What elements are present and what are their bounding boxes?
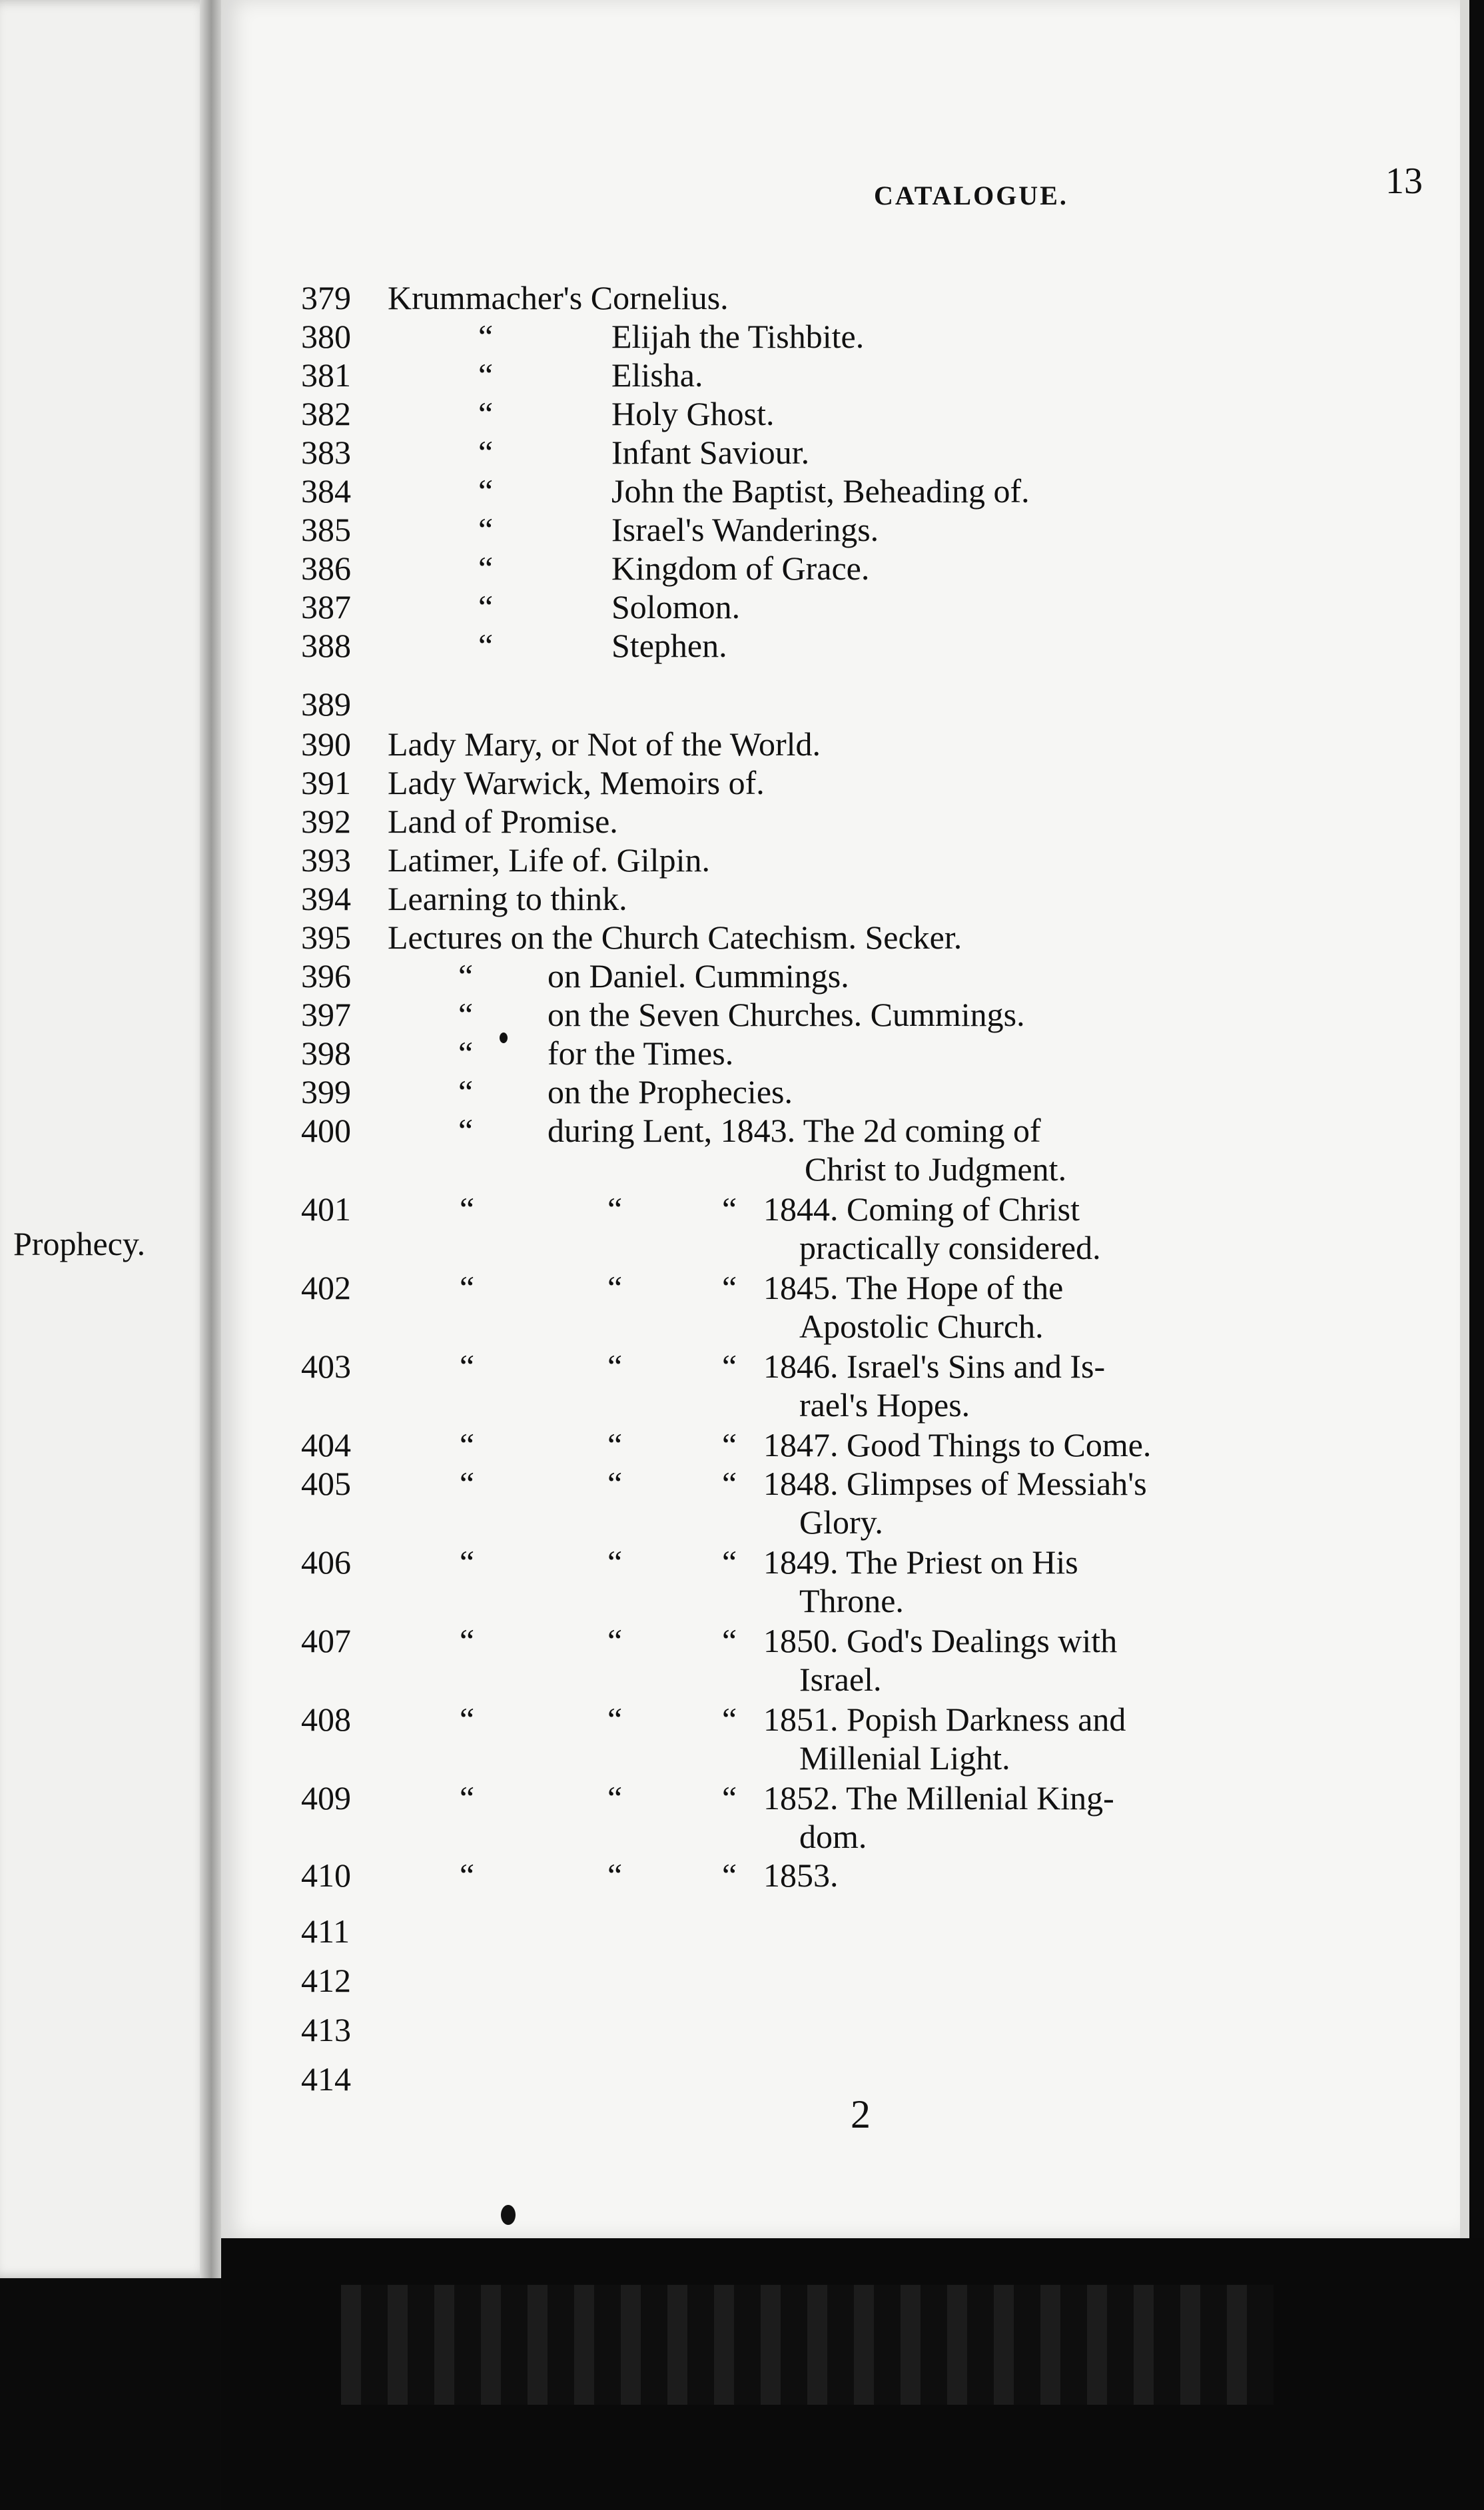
ditto-mark: “: [722, 1426, 737, 1464]
ditto-mark: “: [722, 1269, 737, 1306]
page-number: 13: [1385, 161, 1423, 202]
ditto-mark: “: [460, 1465, 475, 1502]
catalogue-entry: [301, 626, 1234, 665]
catalogue-entry: [301, 1034, 1234, 1072]
ditto-mark: “: [607, 1857, 623, 1894]
ditto-mark: “: [478, 472, 494, 510]
ditto-mark: “: [478, 395, 494, 432]
entry-title: Holy Ghost.: [611, 395, 775, 432]
entry-number: 381: [301, 356, 351, 394]
running-header: CATALOGUE.: [874, 181, 1068, 210]
entry-title-continuation: practically considered.: [799, 1229, 1101, 1266]
entry-number: 401: [301, 1190, 351, 1228]
entry-title: 1848. Glimpses of Messiah's: [763, 1465, 1147, 1502]
entry-number: 390: [301, 725, 351, 763]
entry-number: 395: [301, 919, 351, 956]
entry-number: 410: [301, 1857, 351, 1894]
entry-title-continuation: Israel.: [799, 1661, 882, 1698]
ditto-mark: “: [460, 1701, 475, 1738]
ditto-mark: “: [478, 434, 494, 471]
entry-number: 411: [301, 1912, 350, 1950]
catalogue-entry: [301, 802, 1234, 841]
ditto-mark: “: [607, 1779, 623, 1817]
entry-title: 1850. God's Dealings with: [763, 1622, 1118, 1659]
ditto-mark: “: [460, 1543, 475, 1581]
catalogue-entry: [301, 763, 1234, 802]
ditto-mark: “: [460, 1779, 475, 1817]
ditto-mark: “: [460, 1426, 475, 1464]
entry-number: 414: [301, 2060, 351, 2098]
entry-title-continuation: dom.: [799, 1818, 867, 1855]
entry-number: 385: [301, 511, 351, 548]
entry-number: 388: [301, 627, 351, 664]
facing-page: [0, 0, 212, 2278]
catalogue-entry: [301, 1268, 1234, 1346]
catalogue-entry: [301, 1111, 1234, 1188]
ditto-mark: “: [607, 1269, 623, 1306]
entry-title: 1853.: [763, 1857, 839, 1894]
entry-number: 404: [301, 1426, 351, 1464]
entry-number: 413: [301, 2011, 351, 2048]
entry-number: 402: [301, 1269, 351, 1306]
catalogue-entry: [301, 1426, 1234, 1464]
catalogue-entry: [301, 1543, 1234, 1620]
entry-number: 412: [301, 1962, 351, 1999]
ditto-mark: “: [722, 1190, 737, 1228]
ditto-mark: “: [722, 1348, 737, 1385]
entry-number: 394: [301, 880, 351, 917]
entry-number: 405: [301, 1465, 351, 1502]
facing-page-margin-text: Prophecy.: [13, 1225, 146, 1262]
ditto-mark: “: [458, 1073, 474, 1110]
ditto-mark: “: [607, 1622, 623, 1659]
entry-title: 1844. Coming of Christ: [763, 1190, 1080, 1228]
entry-number: 399: [301, 1073, 351, 1110]
entry-title-continuation: Glory.: [799, 1503, 883, 1541]
catalogue-entry: [301, 472, 1234, 510]
entry-title-continuation: Apostolic Church.: [799, 1308, 1044, 1345]
scan-background: [221, 2238, 1484, 2510]
catalogue-entry: [301, 685, 1234, 723]
entry-title: Infant Saviour.: [611, 434, 810, 471]
entry-title: Land of Promise.: [388, 803, 618, 840]
entry-title: on the Prophecies.: [548, 1073, 793, 1110]
entry-title: during Lent, 1843. The 2d coming of: [548, 1112, 1041, 1149]
entry-title: Lady Mary, or Not of the World.: [388, 725, 821, 763]
catalogue-entry: [301, 1779, 1234, 1856]
signature-mark: 2: [851, 2092, 871, 2136]
ditto-mark: “: [458, 1112, 474, 1149]
ditto-mark: “: [607, 1348, 623, 1385]
entry-title: Learning to think.: [388, 880, 627, 917]
ink-speck: [500, 1033, 508, 1043]
entry-number: 383: [301, 434, 351, 471]
ditto-mark: “: [478, 627, 494, 664]
entry-title: Lady Warwick, Memoirs of.: [388, 764, 765, 801]
entry-title: 1852. The Millenial King-: [763, 1779, 1114, 1817]
catalogue-entry: [301, 1072, 1234, 1111]
catalogue-entry: [301, 1961, 1234, 2000]
catalogue-entry: [301, 841, 1234, 879]
entry-number: 379: [301, 279, 351, 316]
entry-title: Krummacher's Cornelius.: [388, 279, 729, 316]
catalogue-entry: [301, 356, 1234, 394]
entry-number: 386: [301, 550, 351, 587]
catalogue-entry: [301, 2010, 1234, 2049]
entry-title-continuation: Throne.: [799, 1582, 904, 1619]
entry-number: 396: [301, 957, 351, 995]
catalogue-entry: [301, 957, 1234, 995]
entry-number: 384: [301, 472, 351, 510]
catalogue-entry: [301, 549, 1234, 588]
ditto-mark: “: [722, 1701, 737, 1738]
entry-title: 1849. The Priest on His: [763, 1543, 1078, 1581]
catalogue-entry: [301, 1700, 1234, 1777]
entry-title: Lectures on the Church Catechism. Secker.: [388, 919, 962, 956]
entry-title: on Daniel. Cummings.: [548, 957, 849, 995]
entry-number: 389: [301, 685, 351, 723]
entry-number: 409: [301, 1779, 351, 1817]
entry-number: 391: [301, 764, 351, 801]
scan-blur: [341, 2285, 1274, 2405]
entry-title: 1845. The Hope of the: [763, 1269, 1064, 1306]
entry-title-continuation: rael's Hopes.: [799, 1386, 970, 1424]
catalogue-entry: [301, 1856, 1234, 1894]
ditto-mark: “: [607, 1701, 623, 1738]
catalogue-entry: [301, 1464, 1234, 1541]
ditto-mark: “: [458, 996, 474, 1033]
entry-number: 398: [301, 1035, 351, 1072]
entry-title: 1851. Popish Darkness and: [763, 1701, 1126, 1738]
ditto-mark: “: [460, 1348, 475, 1385]
entry-number: 407: [301, 1622, 351, 1659]
catalogue-entry: [301, 1190, 1234, 1267]
entry-title: John the Baptist, Beheading of.: [611, 472, 1030, 510]
entry-number: 380: [301, 318, 351, 355]
ditto-mark: “: [607, 1543, 623, 1581]
ditto-mark: “: [478, 511, 494, 548]
catalogue-entry: [301, 1347, 1234, 1424]
entry-number: 397: [301, 996, 351, 1033]
ditto-mark: “: [722, 1857, 737, 1894]
entry-title: Elisha.: [611, 356, 703, 394]
entry-number: 408: [301, 1701, 351, 1738]
ditto-mark: “: [478, 588, 494, 626]
entry-number: 387: [301, 588, 351, 626]
catalogue-entry: [301, 1621, 1234, 1699]
entry-number: 393: [301, 841, 351, 879]
entry-title: Israel's Wanderings.: [611, 511, 879, 548]
catalogue-entry: [301, 1912, 1234, 1950]
ditto-mark: “: [458, 957, 474, 995]
entry-title: Solomon.: [611, 588, 741, 626]
entry-title: Kingdom of Grace.: [611, 550, 870, 587]
entry-title-continuation: Christ to Judgment.: [805, 1150, 1067, 1188]
entry-title: Elijah the Tishbite.: [611, 318, 865, 355]
ditto-mark: “: [478, 356, 494, 394]
entry-number: 403: [301, 1348, 351, 1385]
entry-title: for the Times.: [548, 1035, 734, 1072]
ditto-mark: “: [460, 1622, 475, 1659]
entry-title-continuation: Millenial Light.: [799, 1739, 1010, 1777]
catalogue-entry: [301, 278, 1234, 317]
ditto-mark: “: [722, 1543, 737, 1581]
ditto-mark: “: [460, 1190, 475, 1228]
catalogue-entry: [301, 433, 1234, 472]
ditto-mark: “: [722, 1779, 737, 1817]
ink-speck: [501, 2205, 516, 2225]
catalogue-entry: [301, 394, 1234, 433]
entry-number: 382: [301, 395, 351, 432]
catalogue-entry: [301, 879, 1234, 918]
catalogue-entry: [301, 995, 1234, 1034]
catalogue-entry: [301, 317, 1234, 356]
ditto-mark: “: [607, 1465, 623, 1502]
entry-number: 400: [301, 1112, 351, 1149]
ditto-mark: “: [478, 550, 494, 587]
entry-title: 1847. Good Things to Come.: [763, 1426, 1152, 1464]
entry-number: 406: [301, 1543, 351, 1581]
ditto-mark: “: [722, 1622, 737, 1659]
entry-title: on the Seven Churches. Cummings.: [548, 996, 1025, 1033]
entry-title: Latimer, Life of. Gilpin.: [388, 841, 710, 879]
ditto-mark: “: [460, 1269, 475, 1306]
ditto-mark: “: [458, 1035, 474, 1072]
catalogue-entry: [301, 510, 1234, 549]
ditto-mark: “: [478, 318, 494, 355]
entry-title: Stephen.: [611, 627, 727, 664]
entry-number: 392: [301, 803, 351, 840]
catalogue-entry: [301, 588, 1234, 626]
ditto-mark: “: [607, 1190, 623, 1228]
catalogue-page: [221, 0, 1469, 2238]
entry-title: 1846. Israel's Sins and Is-: [763, 1348, 1106, 1385]
catalogue-entry: [301, 2060, 1234, 2098]
catalogue-entry: [301, 918, 1234, 957]
catalogue-entry: [301, 725, 1234, 763]
ditto-mark: “: [722, 1465, 737, 1502]
ditto-mark: “: [607, 1426, 623, 1464]
ditto-mark: “: [460, 1857, 475, 1894]
